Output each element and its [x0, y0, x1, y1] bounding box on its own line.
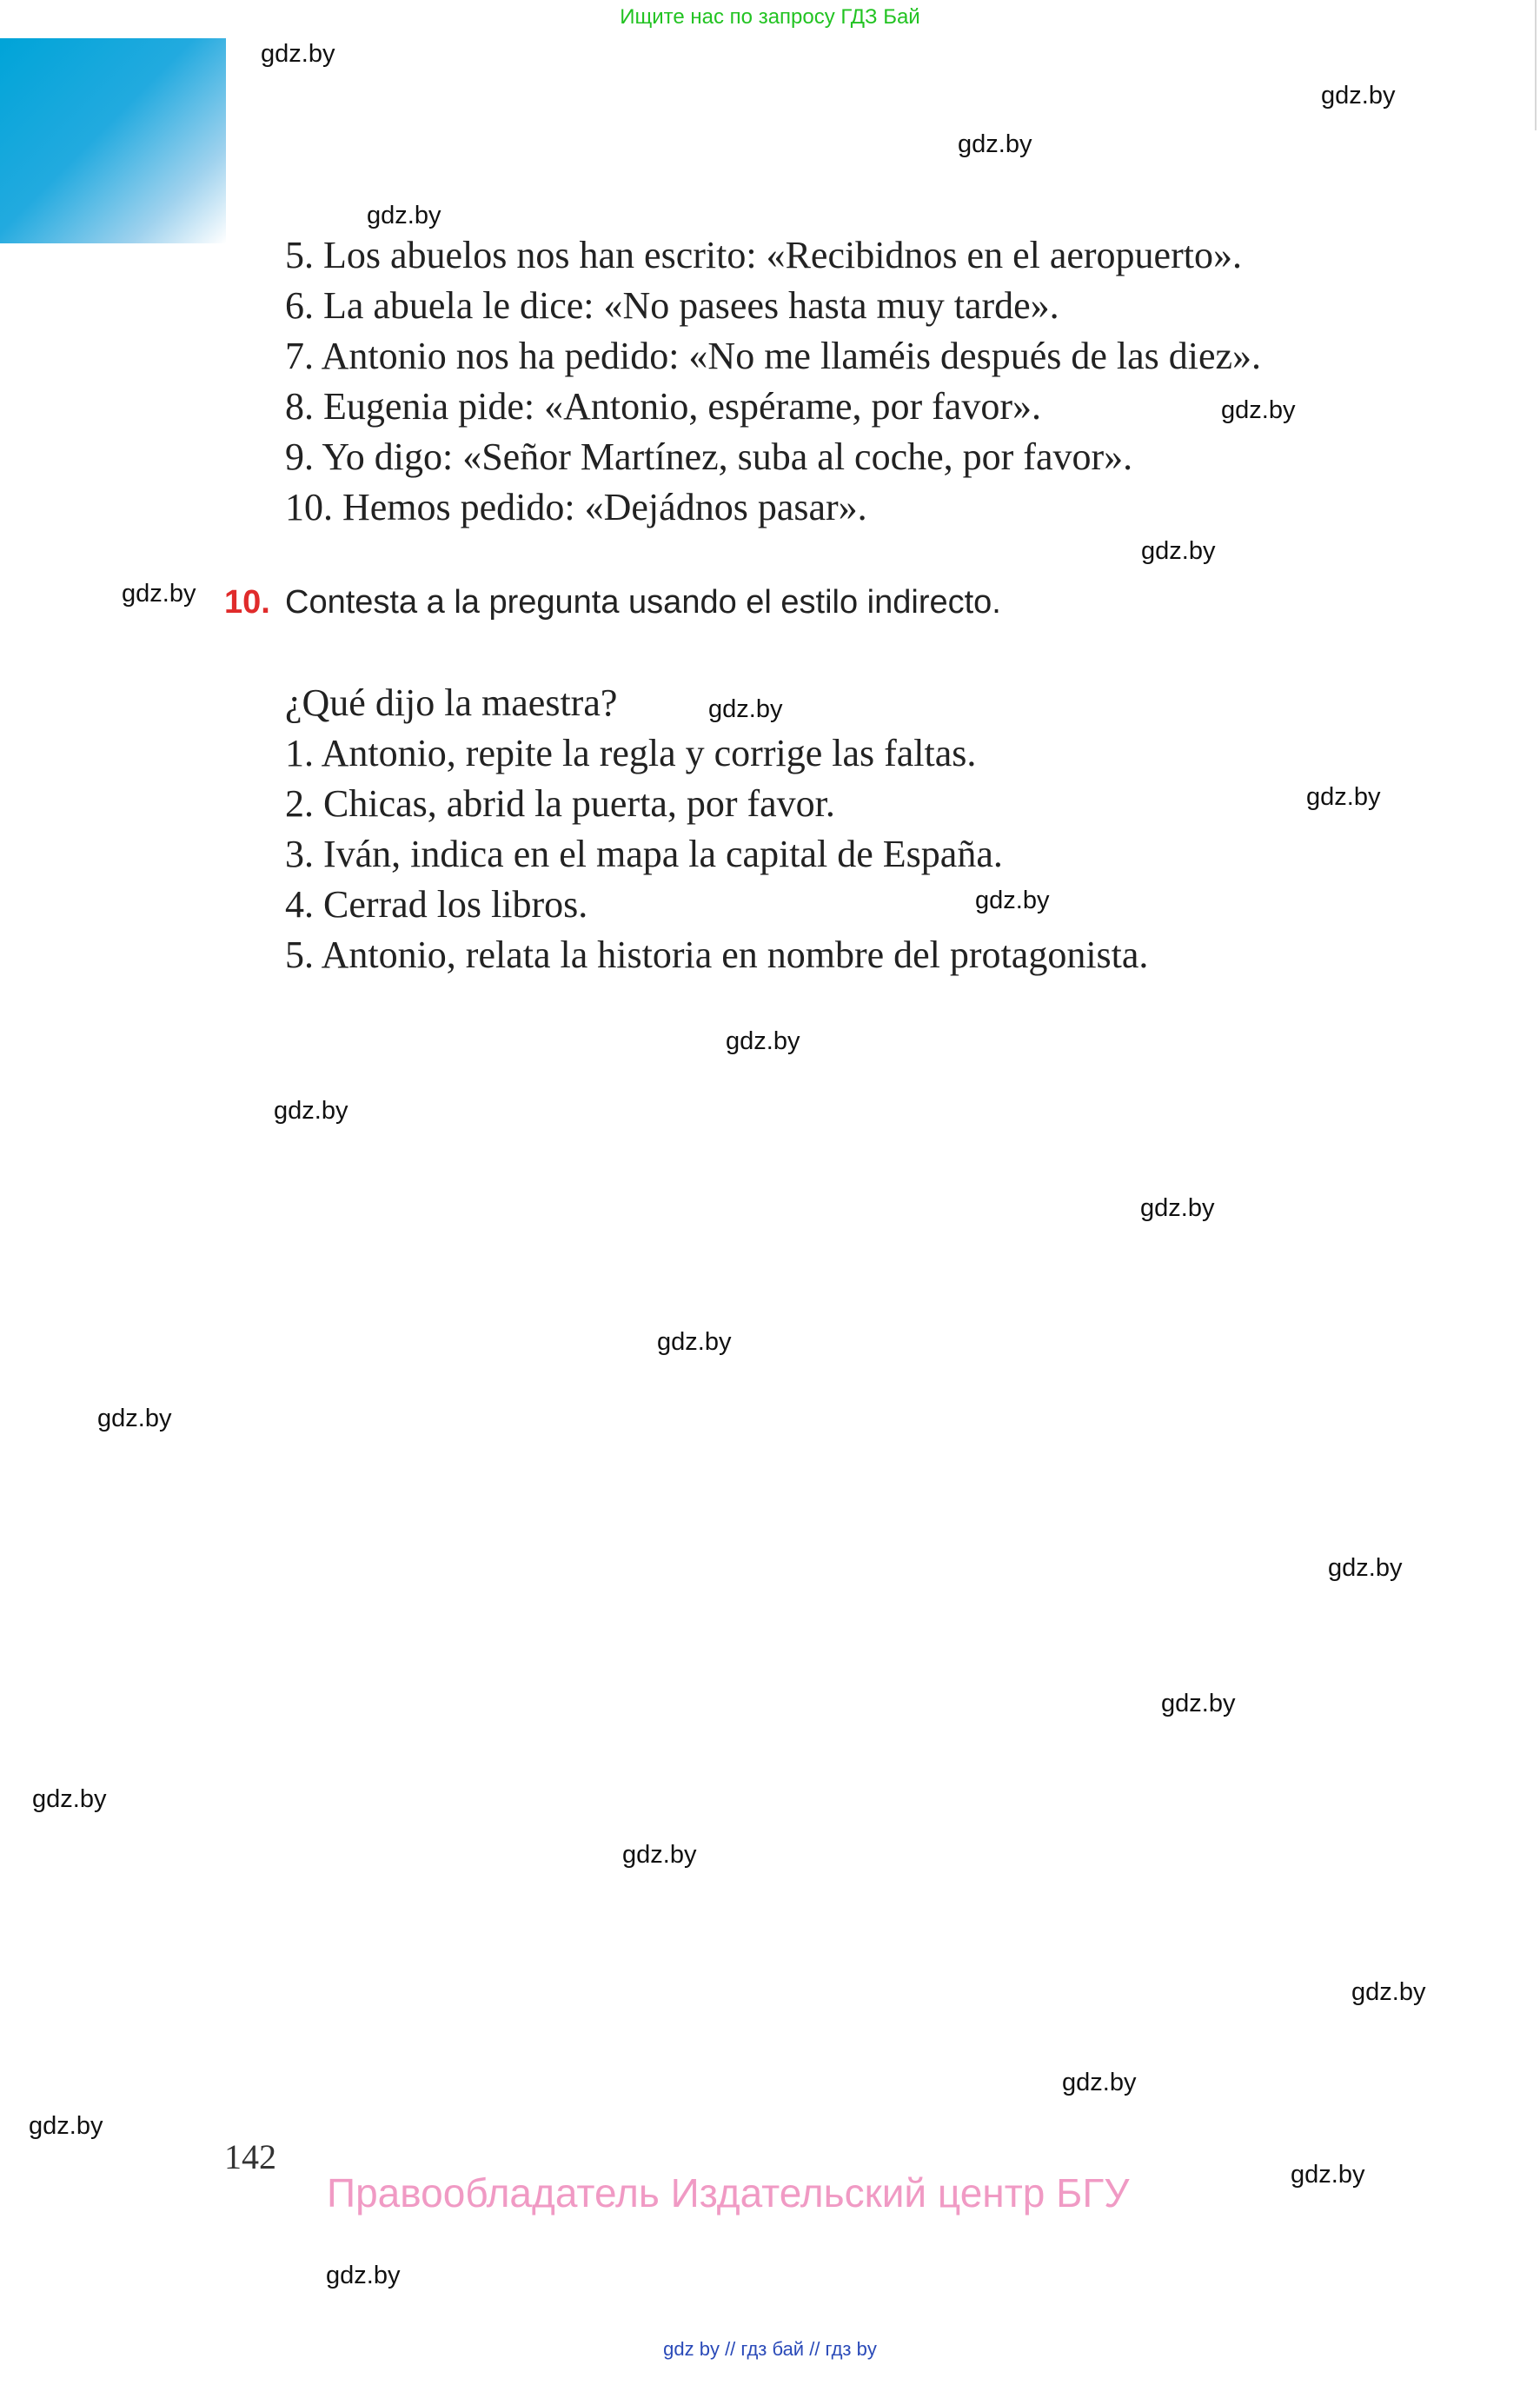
watermark: gdz.by — [958, 130, 1032, 158]
watermark: gdz.by — [367, 202, 441, 229]
watermark: gdz.by — [1328, 1554, 1403, 1582]
prev-line-6: 6. La abuela le dice: «No pasees hasta muy tarde». — [285, 284, 1059, 327]
watermark: gdz.by — [1306, 783, 1381, 811]
watermark: gdz.by — [1291, 2161, 1365, 2189]
watermark: gdz.by — [657, 1328, 732, 1356]
corner-decoration — [0, 38, 226, 243]
watermark: gdz.by — [1062, 2069, 1137, 2096]
top-banner: Ищите нас по запросу ГДЗ Бай — [620, 5, 920, 29]
watermark: gdz.by — [1140, 1194, 1215, 1222]
prev-line-8: 8. Eugenia pide: «Antonio, espérame, por favor». — [285, 385, 1041, 428]
exercise-instruction: Contesta a la pregunta usando el estilo indirecto. — [285, 584, 1001, 621]
exercise-number: 10. — [224, 584, 270, 621]
exercise-item-1: 1. Antonio, repite la regla y corrige las faltas. — [285, 732, 977, 774]
watermark: gdz.by — [622, 1841, 697, 1869]
watermark: gdz.by — [1161, 1690, 1236, 1717]
prev-line-5: 5. Los abuelos nos han escrito: «Recibidnos en el aeropuerto». — [285, 234, 1242, 276]
exercise-item-2: 2. Chicas, abrid la puerta, por favor. — [285, 782, 835, 825]
watermark: gdz.by — [326, 2262, 401, 2289]
watermark: gdz.by — [1321, 82, 1396, 110]
watermark: gdz.by — [122, 580, 196, 608]
watermark: gdz.by — [1351, 1978, 1426, 2006]
prev-line-9: 9. Yo digo: «Señor Martínez, suba al coche, por favor». — [285, 435, 1133, 478]
watermark: gdz.by — [32, 1785, 107, 1813]
watermark: gdz.by — [726, 1027, 800, 1055]
watermark: gdz.by — [29, 2112, 103, 2140]
page-edge-line — [1535, 0, 1537, 130]
watermark: gdz.by — [708, 695, 783, 723]
exercise-item-4: 4. Cerrad los libros. — [285, 883, 588, 926]
watermark: gdz.by — [261, 40, 335, 68]
exercise-item-3: 3. Iván, indica en el mapa la capital de España. — [285, 833, 1003, 875]
prev-line-10: 10. Hemos pedido: «Dejádnos pasar». — [285, 486, 867, 528]
watermark: gdz.by — [1221, 396, 1296, 424]
exercise-item-5: 5. Antonio, relata la historia en nombre del protagonista. — [285, 933, 1149, 976]
watermark: gdz.by — [975, 887, 1050, 914]
page-number: 142 — [224, 2137, 276, 2176]
copyright-notice: Правообладатель Издательский центр БГУ — [327, 2170, 1130, 2216]
watermark: gdz.by — [1141, 537, 1216, 565]
prev-line-7: 7. Antonio nos ha pedido: «No me llaméis después de las diez». — [285, 335, 1262, 377]
watermark: gdz.by — [274, 1097, 348, 1125]
exercise-question: ¿Qué dijo la maestra? — [285, 681, 618, 724]
watermark: gdz.by — [97, 1405, 172, 1432]
footer-links: gdz by // гдз бай // гдз by — [663, 2338, 877, 2360]
